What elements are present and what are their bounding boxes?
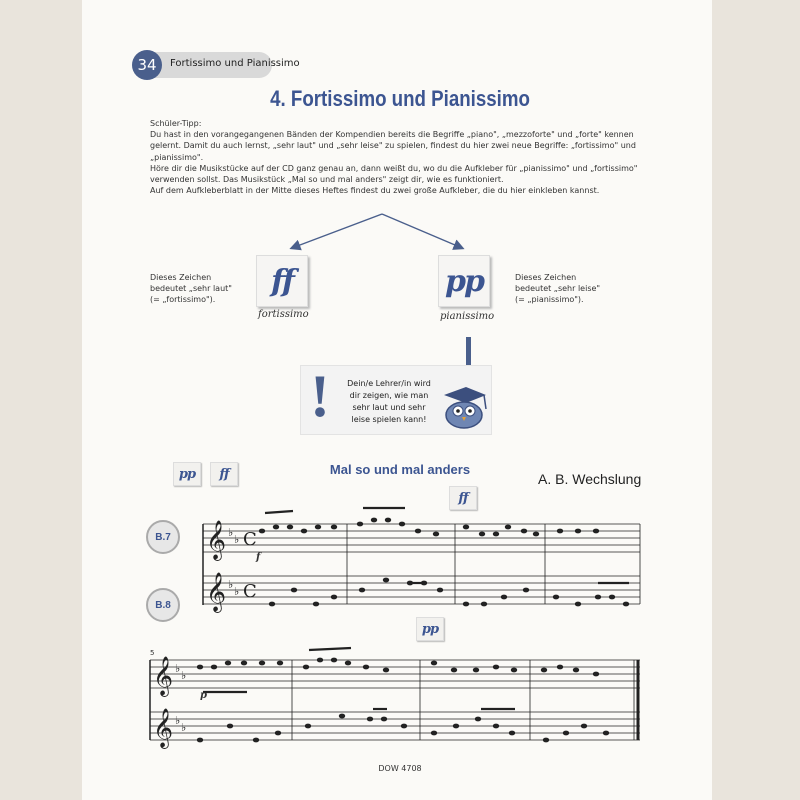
pp-mini-sticker: pp bbox=[173, 462, 201, 486]
tip-paragraph: Höre dir die Musikstücke auf der CD ganz genau an, dann weißt du, wo du die Aufkleber für „pianissimo" und „fortissimo" verwenden sollst. Das Musikstück „Mal so und mal anders" zeigt dir, wie es funktioniert. bbox=[150, 163, 638, 185]
pp-desc-line: bedeutet „sehr leise" bbox=[515, 284, 601, 293]
notes-lower-1 bbox=[269, 578, 629, 607]
staff-upper-1 bbox=[203, 524, 640, 552]
page-number: 34 bbox=[132, 50, 162, 80]
flat-icon: ♭ bbox=[228, 526, 234, 539]
tip-paragraph: Du hast in den vorangegangenen Bänden der Kompendien bereits die Begriffe „piano", „mezzoforte" und „forte" kennen gelernt. Damit du auch lernst, „sehr laut" und „sehr leise" zu spielen, findest du hier zwei neue Begriffe: „fortissimo" und „pianissimo". bbox=[150, 130, 636, 162]
treble-clef-icon: 𝄞 bbox=[153, 656, 174, 696]
notes-upper-1 bbox=[259, 518, 599, 537]
note-line: Dein/e Lehrer/in wird bbox=[347, 379, 431, 388]
treble-clef-icon: 𝄞 bbox=[153, 708, 174, 748]
section-title: Fortissimo und Pianissimo bbox=[170, 58, 300, 69]
exclamation-icon: ! bbox=[310, 363, 330, 429]
ff-desc-line: bedeutet „sehr laut" bbox=[150, 284, 232, 293]
staff-upper-2 bbox=[150, 660, 640, 688]
measure-number: 5 bbox=[150, 649, 155, 657]
common-time-icon: C bbox=[243, 529, 257, 550]
page-title: 4. Fortissimo und Pianissimo bbox=[270, 86, 530, 111]
composer: A. B. Wechslung bbox=[538, 471, 642, 487]
notes-lower-2 bbox=[197, 714, 609, 743]
ff-sticker: ff bbox=[256, 255, 308, 307]
ff-label: fortissimo bbox=[258, 309, 309, 320]
flat-icon: ♭ bbox=[181, 669, 187, 682]
staff-lower-1 bbox=[203, 576, 640, 604]
pp-label: pianissimo bbox=[440, 311, 495, 322]
common-time-icon: C bbox=[243, 581, 257, 602]
ff-mini-sticker: ff bbox=[210, 462, 238, 486]
piece-title: Mal so und mal anders bbox=[329, 462, 471, 477]
staff-lower-2 bbox=[150, 712, 640, 740]
footer-code: DOW 4708 bbox=[378, 764, 422, 773]
treble-clef-icon: 𝄞 bbox=[206, 520, 227, 560]
dynamic-marking: f bbox=[256, 552, 261, 563]
cd-track-badge: B.8 bbox=[146, 588, 180, 622]
pp-placed-sticker: pp bbox=[416, 617, 444, 641]
pp-sticker: pp bbox=[438, 255, 490, 307]
system-1 bbox=[203, 524, 640, 605]
system-2 bbox=[150, 660, 640, 740]
note-line: sehr laut und sehr bbox=[352, 403, 426, 412]
ff-desc-line: Dieses Zeichen bbox=[150, 273, 212, 282]
ff-placed-sticker: ff bbox=[449, 486, 477, 510]
ff-desc-line: (= „fortissimo"). bbox=[150, 295, 216, 304]
flat-icon: ♭ bbox=[234, 533, 240, 546]
dynamic-marking: p bbox=[200, 690, 207, 701]
note-line: dir zeigen, wie man bbox=[349, 391, 429, 400]
flat-icon: ♭ bbox=[175, 714, 181, 727]
treble-clef-icon: 𝄞 bbox=[206, 572, 227, 612]
flat-icon: ♭ bbox=[228, 578, 234, 591]
flat-icon: ♭ bbox=[234, 585, 240, 598]
note-line: leise spielen kann! bbox=[351, 415, 427, 424]
tip-paragraph: Auf dem Aufkleberblatt in der Mitte dieses Heftes findest du zwei große Aufkleber, die du hier einkleben kannst. bbox=[150, 186, 600, 196]
flat-icon: ♭ bbox=[175, 662, 181, 675]
flat-icon: ♭ bbox=[181, 721, 187, 734]
pp-desc-line: Dieses Zeichen bbox=[515, 273, 577, 282]
tip-heading: Schüler-Tipp: bbox=[150, 119, 202, 128]
cd-track-badge: B.7 bbox=[146, 520, 180, 554]
pp-desc-line: (= „pianissimo"). bbox=[515, 295, 584, 304]
